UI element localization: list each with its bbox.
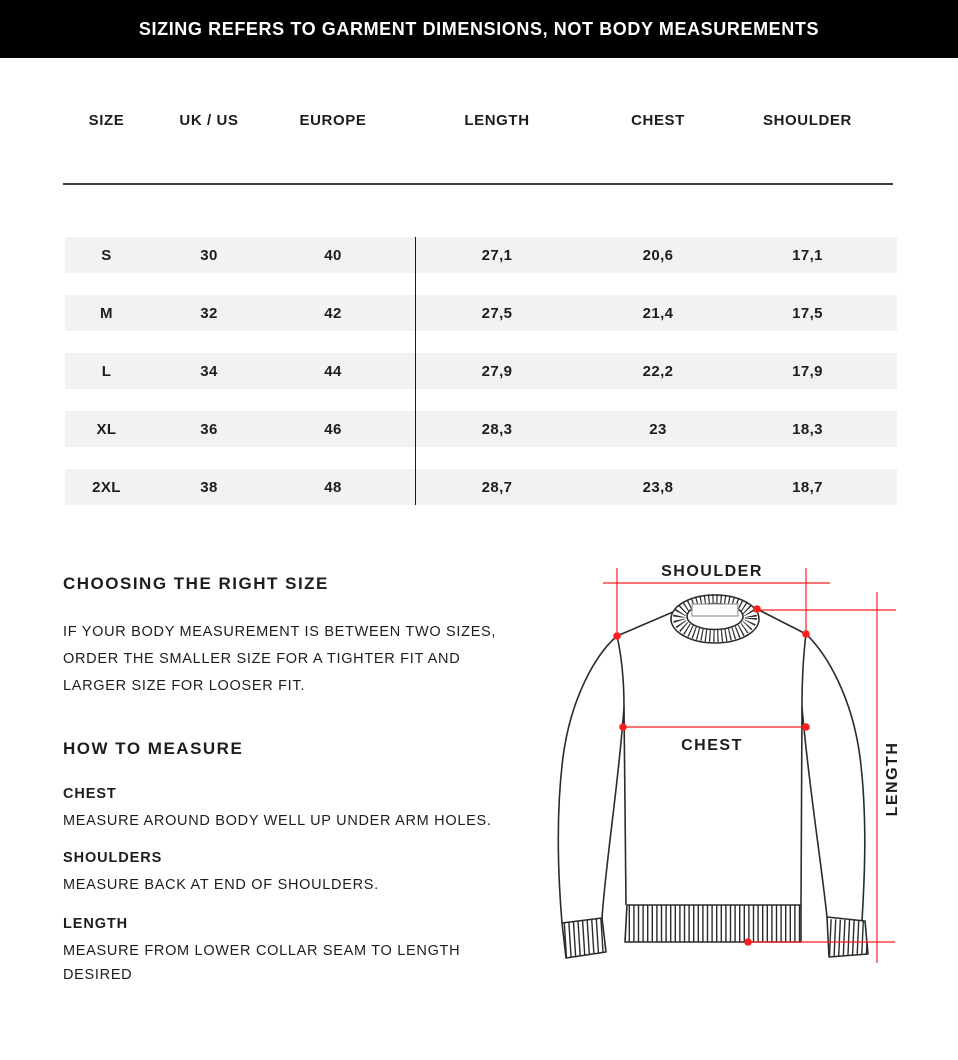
measure-item-chest xyxy=(63,786,583,833)
table-cell: 28,7 xyxy=(481,478,513,496)
table-cell: 2XL xyxy=(92,478,121,496)
paragraph-line: IF YOUR BODY MEASUREMENT IS BETWEEN TWO SIZES, xyxy=(63,624,497,640)
description-line: MEASURE AROUND BODY WELL UP UNDER ARM HOLES. xyxy=(63,813,492,829)
size-table-header xyxy=(65,112,897,129)
table-cell: 36 xyxy=(200,420,218,438)
table-cell: 18,7 xyxy=(792,478,823,496)
measure-point xyxy=(802,630,810,638)
column-header-chest: CHEST xyxy=(631,112,685,129)
table-cell: 27,5 xyxy=(481,304,513,322)
column-header-length: LENGTH xyxy=(464,112,530,129)
table-cell: 18,3 xyxy=(792,420,823,438)
diagram-chest-label: CHEST xyxy=(681,737,743,754)
sizing-disclaimer-banner xyxy=(0,0,958,58)
column-header-uk-us: UK / US xyxy=(179,112,239,129)
sweater-outline-illustration xyxy=(558,595,870,958)
header-divider-line xyxy=(63,183,893,185)
how-to-measure-heading: HOW TO MEASURE xyxy=(63,739,244,758)
measure-term: CHEST xyxy=(63,786,117,802)
paragraph-line: ORDER THE SMALLER SIZE FOR A TIGHTER FIT AND xyxy=(63,651,461,667)
measure-item-shoulders xyxy=(63,850,583,897)
table-cell: 17,1 xyxy=(792,246,823,264)
table-cell: 46 xyxy=(324,420,342,438)
table-cell: L xyxy=(101,362,112,380)
back-neck-label xyxy=(692,604,738,616)
table-row xyxy=(65,353,897,389)
description-line: MEASURE BACK AT END OF SHOULDERS. xyxy=(63,877,379,893)
right-cuff-ribbing xyxy=(825,938,870,940)
measure-description xyxy=(63,939,583,987)
table-cell: 44 xyxy=(324,362,342,380)
choosing-size-paragraph xyxy=(63,619,583,700)
choosing-size-heading: CHOOSING THE RIGHT SIZE xyxy=(63,574,329,593)
diagram-length-label: LENGTH xyxy=(884,741,901,817)
measure-point xyxy=(744,938,752,946)
description-line: MEASURE FROM LOWER COLLAR SEAM TO LENGTH xyxy=(63,943,461,959)
table-cell: 20,6 xyxy=(642,246,674,264)
measure-point xyxy=(619,723,627,731)
table-cell: XL xyxy=(96,420,117,438)
table-cell: S xyxy=(101,246,112,264)
table-row xyxy=(65,469,897,505)
measure-term: SHOULDERS xyxy=(63,850,163,866)
table-cell: 42 xyxy=(324,304,342,322)
table-cell: 17,9 xyxy=(792,362,823,380)
table-cell: 30 xyxy=(200,246,218,264)
table-row xyxy=(65,237,897,273)
measure-point xyxy=(753,605,761,613)
table-cell: 22,2 xyxy=(642,362,674,380)
table-row xyxy=(65,411,897,447)
table-cell: M xyxy=(100,304,113,322)
table-cell: 48 xyxy=(324,478,342,496)
table-cell: 34 xyxy=(200,362,218,380)
left-cuff-ribbing xyxy=(560,936,608,939)
table-vertical-divider xyxy=(415,237,416,505)
measure-point xyxy=(613,632,621,640)
column-header-europe: EUROPE xyxy=(299,112,367,129)
table-cell: 38 xyxy=(200,478,218,496)
measure-term: LENGTH xyxy=(63,916,129,932)
diagram-shoulder-label: SHOULDER xyxy=(661,563,763,580)
measure-point xyxy=(802,723,810,731)
table-cell: 27,9 xyxy=(481,362,513,380)
table-cell: 17,5 xyxy=(792,304,823,322)
sweater-measurement-diagram xyxy=(540,555,958,1010)
table-cell: 32 xyxy=(200,304,218,322)
description-line: DESIRED xyxy=(63,967,133,983)
measure-description xyxy=(63,809,583,833)
table-cell: 40 xyxy=(324,246,342,264)
measure-item-length xyxy=(63,916,583,987)
table-cell: 27,1 xyxy=(481,246,513,264)
size-table-body xyxy=(65,237,897,527)
paragraph-line: LARGER SIZE FOR LOOSER FIT. xyxy=(63,678,306,694)
table-cell: 23 xyxy=(649,420,667,438)
table-cell: 21,4 xyxy=(642,304,674,322)
column-header-shoulder: SHOULDER xyxy=(763,112,852,129)
table-row xyxy=(65,295,897,331)
table-cell: 23,8 xyxy=(642,478,674,496)
banner-text: SIZING REFERS TO GARMENT DIMENSIONS, NOT BODY MEASUREMENTS xyxy=(138,18,820,39)
table-cell: 28,3 xyxy=(481,420,513,438)
column-header-size: SIZE xyxy=(88,112,125,129)
measure-description xyxy=(63,873,583,897)
